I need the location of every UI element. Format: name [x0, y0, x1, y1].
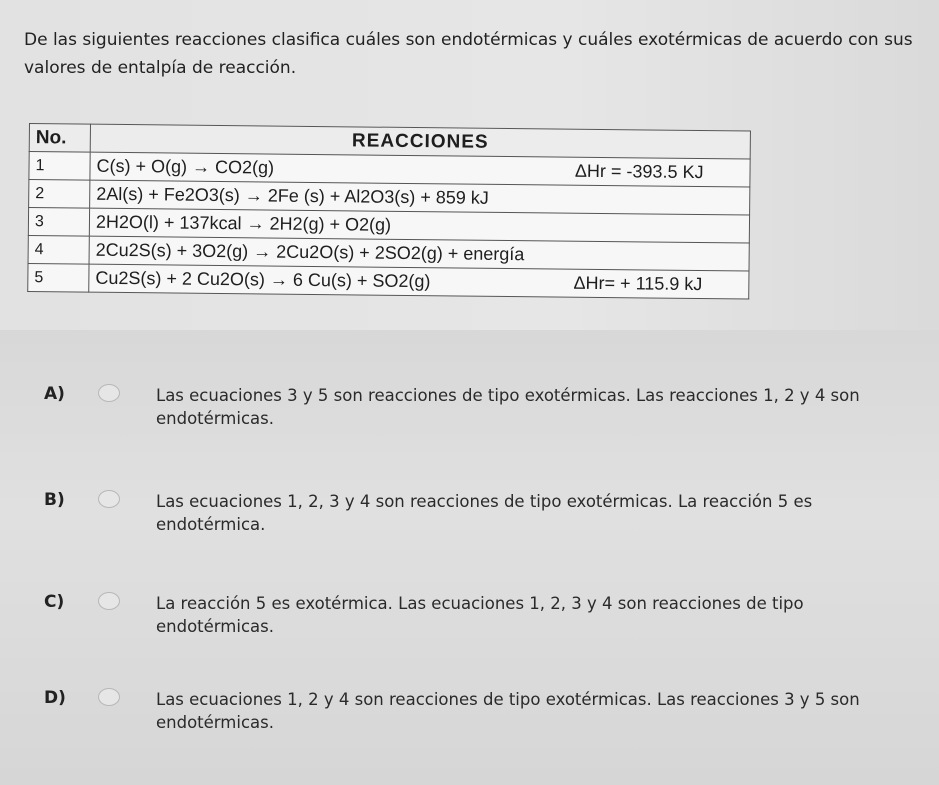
option-text: Las ecuaciones 1, 2, 3 y 4 son reacciones de tipo exotérmicas. La reacción 5 es endotérmica. [156, 492, 813, 534]
row-number: 4 [28, 235, 89, 264]
question-instructions [24, 26, 939, 82]
reaction-equation: Cu2S(s) + 2 Cu2O(s) → 6 Cu(s) + SO2(g) [95, 267, 431, 292]
option-a-radio[interactable] [98, 384, 120, 402]
instructions-line-2: valores de entalpía de reacción. [24, 58, 297, 78]
reactions-table [27, 123, 751, 300]
header-reactions: REACCIONES [90, 124, 750, 159]
option-letter: C) [44, 592, 65, 612]
row-number: 5 [28, 263, 89, 292]
reaction-equation: C(s) + O(g) → CO2(g) [96, 155, 275, 178]
header-no: No. [29, 124, 90, 153]
reaction-enthalpy: ΔHr = -393.5 KJ [574, 160, 704, 183]
reaction-equation: 2H2O(l) + 137kcal → 2H2(g) + O2(g) [95, 211, 392, 235]
option-text: Las ecuaciones 1, 2 y 4 son reacciones de tipo exotérmicas. Las reacciones 3 y 5 son endotérmicas. [156, 690, 860, 732]
option-d-radio[interactable] [98, 688, 120, 706]
row-number: 2 [29, 180, 90, 209]
option-text: La reacción 5 es exotérmica. Las ecuaciones 1, 2, 3 y 4 son reacciones de tipo endotérmicas. [156, 594, 804, 636]
reaction-enthalpy: ΔHr= + 115.9 kJ [573, 272, 703, 295]
option-letter: D) [44, 688, 66, 708]
reaction-equation: 2Cu2S(s) + 3O2(g) → 2Cu2O(s) + 2SO2(g) + energía [95, 239, 525, 265]
instructions-line-1: De las siguientes reacciones clasifica cuáles son endotérmicas y cuáles exotérmicas de acuerdo con sus [24, 30, 913, 50]
option-text: Las ecuaciones 3 y 5 son reacciones de tipo exotérmicas. Las reacciones 1, 2 y 4 son endotérmicas. [156, 386, 860, 428]
row-number: 3 [28, 208, 89, 237]
option-b-radio[interactable] [98, 490, 120, 508]
option-letter: B) [44, 490, 65, 510]
reaction-equation: 2Al(s) + Fe2O3(s) → 2Fe (s) + Al2O3(s) + 859 kJ [96, 183, 489, 208]
option-c-radio[interactable] [98, 592, 120, 610]
option-letter: A) [44, 384, 65, 404]
row-number: 1 [29, 152, 90, 181]
